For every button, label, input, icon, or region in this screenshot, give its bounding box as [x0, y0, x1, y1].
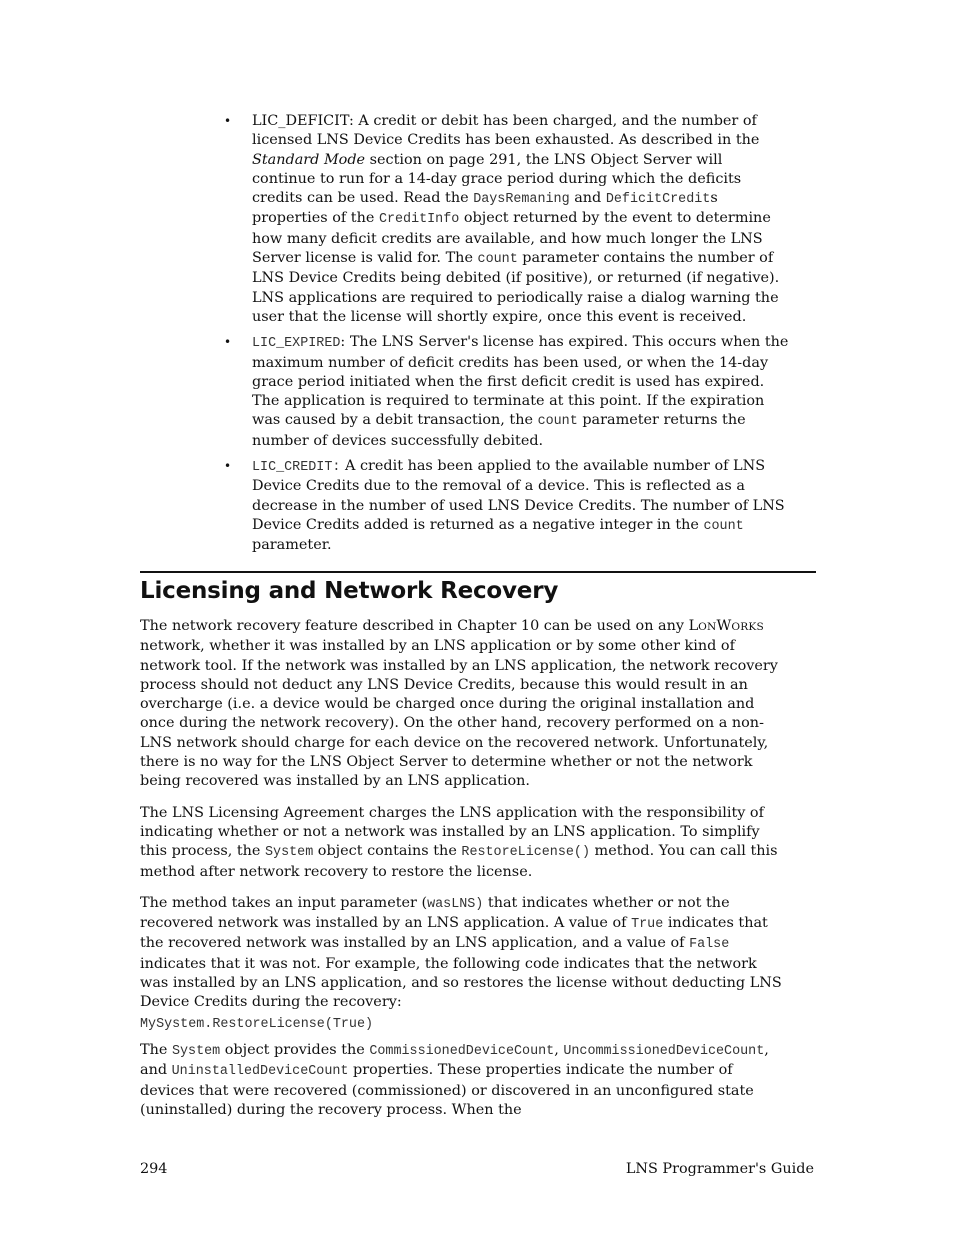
code-term: UncommissionedDeviceCount	[563, 1043, 765, 1059]
page-number: 294	[140, 1161, 168, 1177]
text-run: , and	[140, 1041, 769, 1079]
text-run: W	[716, 618, 732, 634]
text-run: parameter contains the number of LNS Device Credits being debited (if positive), or returned (if negative). LNS applications are required to periodically raise a dialog warning the user that the license will shortly expire, once this event is received.	[252, 250, 780, 325]
code-term: count	[703, 518, 744, 534]
small-caps-text: ORKS	[731, 621, 764, 633]
emphasis-text: Standard Mode	[252, 151, 366, 168]
section-body	[140, 617, 788, 1132]
text-run: that indicates whether or not the recovered network was installed by an LNS application. A value of	[140, 894, 730, 932]
text-run: ,	[554, 1041, 564, 1058]
code-term: UninstalledDeviceCount	[171, 1064, 349, 1080]
bullet-dot-icon: •	[224, 114, 232, 128]
code-term: True	[631, 917, 664, 933]
paragraph-network-recovery	[140, 617, 788, 792]
code-term: wasLNS)	[427, 896, 484, 912]
bullet-text-lic-deficit	[252, 112, 790, 327]
text-run: and	[569, 190, 606, 207]
text-run: A credit has been applied to the available number of LNS Device Credits due to the removal of a device. This is reflected as a decrease in the number of used LNS Device Credits. The number of LNS Device Credits added is returned as a negative integer in the	[252, 458, 785, 533]
code-term: count	[537, 414, 578, 430]
small-caps-text: ON	[698, 621, 717, 633]
code-term: LIC_EXPIRED	[252, 336, 341, 352]
text-run: indicates that the recovered network was installed by an LNS application, and a value of	[140, 915, 768, 952]
text-run: section on page 291, the LNS Object Server will continue to run for a 14-day grace period during which the deficits credits can be used. Read the	[252, 151, 742, 207]
code-term: DaysRemaning	[473, 192, 570, 208]
code-term: RestoreLicense()	[461, 845, 590, 861]
code-term: CreditInfo	[378, 212, 460, 228]
section-title: Licensing and Network Recovery	[140, 578, 559, 604]
text-run: parameter.	[252, 537, 332, 554]
bullet-text-lic-expired	[252, 333, 790, 451]
text-run: The method takes an input parameter (	[140, 894, 428, 911]
text-run: object contains the	[313, 843, 462, 860]
bullet-item	[224, 333, 790, 451]
paragraph-method-parameter	[140, 894, 788, 1013]
code-term: DeficitCredit	[605, 192, 711, 208]
text-run: indicates that it was not. For example, the following code indicates that the network was installed by an LNS application, and so restores the license without deducting LNS Device Credits during the recovery:	[140, 955, 782, 1011]
text-run: parameter returns the number of devices successfully debited.	[252, 412, 746, 449]
text-run: method. You can call this method after network recovery to restore the license.	[140, 843, 778, 880]
bullet-text-lic-credit	[252, 457, 790, 555]
text-run: LIC_DEFICIT: A credit or debit has been charged, and the number of licensed LNS Device Credits has been exhausted. As described in the	[252, 113, 760, 149]
text-run: The LNS Licensing Agreement charges the LNS application with the responsibility of indicating whether or not a network was installed by an LNS application. To simplify this process, the	[140, 804, 764, 860]
code-example: MySystem.RestoreLicense(True)	[140, 1016, 374, 1032]
text-run: object returned by the event to determine how many deficit credits are available, and how much longer the LNS Server license is valid for. The	[252, 210, 771, 267]
code-term: False	[689, 937, 730, 953]
text-run: properties. These properties indicate the number of devices that were recovered (commissioned) or discovered in an unconfigured state (uninstalled) during the recovery process. When the	[140, 1062, 754, 1118]
paragraph-device-counts	[140, 1041, 788, 1120]
section-rule	[140, 571, 816, 573]
page-footer	[140, 1160, 814, 1179]
code-term: System	[265, 845, 314, 861]
text-run: s properties of the	[252, 190, 718, 227]
code-term: count	[477, 252, 518, 268]
text-run: The	[140, 1041, 172, 1058]
code-term: System	[171, 1043, 221, 1059]
bullet-list	[224, 112, 790, 562]
text-run: network, whether it was installed by an LNS application or by some other kind of network tool. If the network was installed by an LNS application, the network recovery process should not deduct any LNS Device Credits, because this would result in an overcharge (i.e. a device would be charged once during the original installation and once during the network recovery). On the other hand, recovery performed on a non-LNS network should charge for each device on the recovered network. Unfortunately, there is no way for the LNS Object Server to determine whether or not the network being recovered was installed by an LNS application.	[140, 638, 778, 790]
book-title: LNS Programmer's Guide	[625, 1161, 814, 1177]
bullet-dot-icon: •	[224, 335, 232, 350]
text-run: : The LNS Server's license has expired. This occurs when the maximum number of deficit credits has been used, or when the 14-day grace period initiated when the first deficit credit is used has expired. The application is required to terminate at this point. If the expiration was caused by a debit transaction, the	[252, 334, 789, 429]
text-run: object provides the	[220, 1041, 370, 1058]
text-run: The network recovery feature described in Chapter 10 can be used on any L	[140, 618, 699, 634]
bullet-dot-icon: •	[224, 459, 232, 474]
paragraph-licensing-agreement	[140, 804, 788, 882]
code-term: CommissionedDeviceCount	[369, 1043, 555, 1059]
bullet-item	[224, 457, 790, 555]
code-term: LIC_CREDIT:	[252, 460, 341, 476]
bullet-item	[224, 112, 790, 327]
